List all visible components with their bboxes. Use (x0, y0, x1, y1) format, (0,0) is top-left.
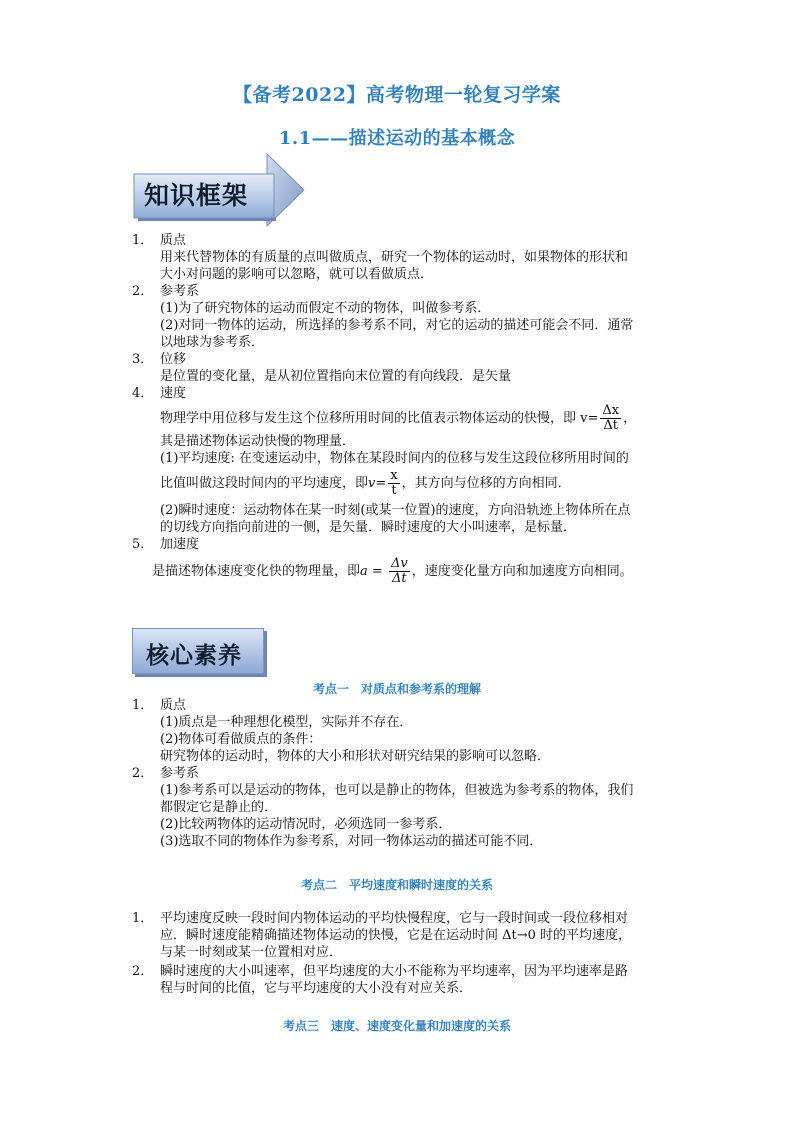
banner-label: 知识框架 (144, 181, 249, 210)
point-title: 考点三 速度、速度变化量和加速度的关系 (282, 1019, 511, 1033)
section-banner-knowledge-framework (132, 152, 307, 230)
point1-list (132, 697, 672, 850)
fraction: $\frac{\Delta x}{\Delta t}$ (602, 403, 620, 433)
acceleration-formula: 是描述物体速度变化快的物理量，即a = $\frac{\Delta v}{\Delta t}$ ，速度变化量方向和加速度方向相同。 (152, 556, 633, 586)
list-item: 3． 位移 是位置的变化量，是从初位置指向末位置的有向线段．是矢量 (132, 352, 512, 384)
velocity-definition: 物理学中用位移与发生这个位移所用时间的比值表示物体运动的快慢，即 v= $\frac{\Delta x}{\Delta t}$ ， (160, 403, 637, 433)
list-item: 1． 质点 用来代替物体的有质量的点叫做质点，研究一个物体的运动时，如果物体的形状和 大小对问题的影响可以忽略，就可以看做质点． (132, 233, 629, 282)
point-title: 考点一 对质点和参考系的理解 (312, 682, 481, 696)
document-subtitle: 1.1——描述运动的基本概念 (278, 128, 516, 149)
average-velocity-formula: 比值叫做这段时间内的平均速度，即v= $\frac{x}{t}$ ，其方向与位移的方向相同． (160, 468, 571, 498)
knowledge-list (132, 232, 672, 586)
point-title: 考点二 平均速度和瞬时速度的关系 (300, 878, 493, 892)
document-title: 【备考2022】高考物理一轮复习学案 (233, 84, 561, 106)
point2-list (132, 910, 672, 997)
banner-label: 核心素养 (146, 643, 242, 669)
list-item: 4． 速度 物理学中用位移与发生这个位移所用时间的比值表示物体运动的快慢，即 v= $\frac{\Delta x}{\Delta t}$ ， 其是描述物体运动快慢的物理量． (1)平均速度: 在变速运动中，物体在某段时间内的位移与发生这段位移所用时间的 比值叫做这段时间内的平均速度，即v= $\frac{x}{t}$ ，其方向与位移的方向相同． (2)瞬时速度：运动物体在某一时刻(或某一位置)的速度，方向沿轨迹上物体所在点 的切线方向指向前进的一侧，是矢量．瞬时速度的大小叫速率，是标量． (132, 385, 672, 536)
list-item: 1． 平均速度反映一段时间内物体运动的平均快慢程度，它与一段时间或一段位移相对 应．瞬时速度能精确描述物体运动的快慢，它是在运动时间 Δt→0 时的平均速度， 与某一时刻或某一位置相对应． (132, 911, 632, 960)
section-banner-core-literacy (132, 628, 264, 676)
list-item: 5． 加速度 是描述物体速度变化快的物理量，即a = $\frac{\Delta v}{\Delta t}$ ，速度变化量方向和加速度方向相同。 (132, 536, 672, 586)
list-item: 1． 质点 (1)质点是一种理想化模型，实际并不存在． (2)物体可看做质点的条件： 研究物体的运动时，物体的大小和形状对研究结果的影响可以忽略． (132, 698, 551, 764)
fraction: $\frac{\Delta v}{\Delta t}$ (390, 556, 408, 586)
list-item: 2． 参考系 (1)参考系可以是运动的物体，也可以是静止的物体，但被选为参考系的物体，我们 都假定它是静止的． (2)比较两物体的运动情况时，必须选同一参考系． (3)选取不同的物体作为参考系，对同一物体运动的描述可能不同． (132, 766, 634, 849)
fraction: $\frac{x}{t}$ (390, 468, 398, 498)
list-item: 2． 瞬时速度的大小叫速率，但平均速度的大小不能称为平均速率，因为平均速率是路 程与时间的比值，它与平均速度的大小没有对应关系． (132, 964, 629, 996)
list-item: 2． 参考系 (1)为了研究物体的运动而假定不动的物体，叫做参考系． (2)对同一物体的运动，所选择的参考系不同，对它的运动的描述可能会不同．通常 以地球为参考系． (132, 284, 634, 350)
